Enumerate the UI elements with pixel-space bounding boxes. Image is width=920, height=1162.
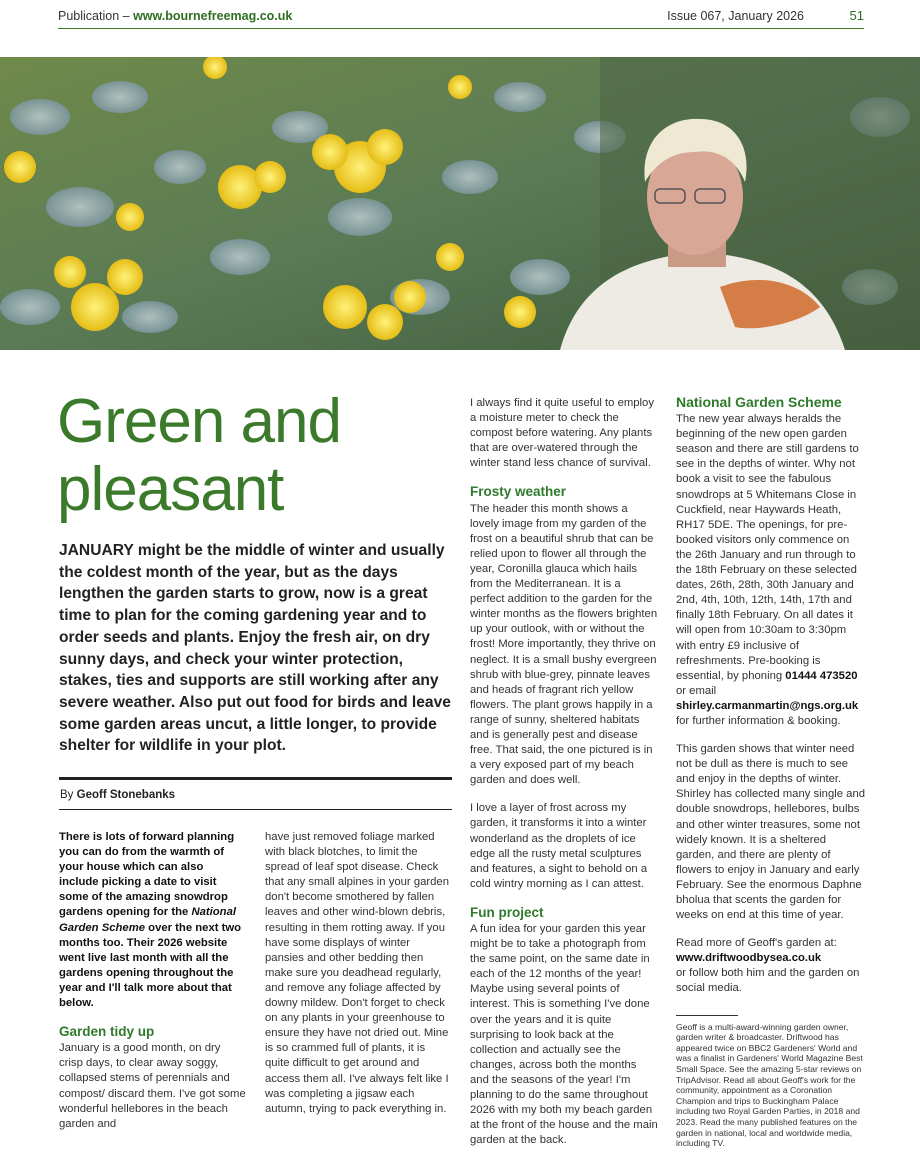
phone-number[interactable]: 01444 473520 <box>785 669 858 682</box>
divider <box>676 1015 738 1016</box>
paragraph: have just removed foliage marked with black blotches, to limit the spread of leaf spot disease. Check that any small alpines in your garden don't become smothered by fallen leaves and other wind-blown debris, resulting in them rotting away. If you have some displays of winter pansies and other bedding then make sure you deadhead regularly, and remove any foliage affected by downy mildew. Don't forget to check on any plants in your greenhouse to ensure they have not dried out. Mine is so crammed full of plants, it is quite difficult to get around and access them all. I've always felt like I was completing a jigsaw each autumn, trying to pack everything in. <box>265 831 449 1115</box>
column-2 <box>265 830 452 1130</box>
standfirst: JANUARY might be the middle of winter and usually the coldest month of the year, but as the days lengthen the garden starts to grow, now is a great time to plan for the coming gardening year and to order seeds and plants. Enjoy the fresh air, on dry sunny days, and check your winter protection, stakes, ties and supports are still working after any severe weather. Also put out food for birds and leave some garden areas uncut, a little longer, to provide shelter for wildlife in your plot. <box>59 542 451 755</box>
website-link[interactable]: www.bournefreemag.co.uk <box>133 9 293 23</box>
header-photo <box>0 57 920 350</box>
paragraph: January is a good month, on dry crisp days, to clear away soggy, collapsed stems of perennials and compost/ discard them. I've got some wonderful hellebores in the beach garden and <box>59 1042 246 1130</box>
paragraph: I love a layer of frost across my garden, it transforms it into a winter wonderland as the droplets of ice edge all the rusty metal sculptures and features, a sight to behold on a cold wintry morning as I can attest. <box>470 802 648 890</box>
column-3 <box>470 396 658 1161</box>
publication-label: Publication – www.bournefreemag.co.uk <box>58 9 293 23</box>
page-number: 51 <box>849 8 864 23</box>
email-link[interactable]: shirley.carmanmartin@ngs.org.uk <box>676 699 859 712</box>
subheading-garden-tidy-up: Garden tidy up <box>59 1024 155 1040</box>
subheading-national-garden-scheme: National Garden Scheme <box>676 394 842 410</box>
subheading-frosty-weather: Frosty weather <box>470 484 567 500</box>
column-4 <box>676 393 866 1162</box>
author-bio: Geoff is a multi-award-winning garden owner, garden writer & broadcaster. Driftwood has appeared twice on BBC2 Gardeners' World and was a finalist in Gardeners' World Magazine Best Small Space. See the amazing 5-star reviews on TripAdvisor. Read all about Geoff's work for the community, appointment as a Coronation Champion and trips to Buckingham Palace including two Royal Garden Parties, in 2018 and 2023. Read the many published features on the garden in national, local and worldwide media, including TV. <box>676 1021 863 1149</box>
paragraph: The new year always heralds the beginning of the new open garden season and there are still gardens to see in the depths of winter. Why not book a visit to see the fabulous snowdrops at 5 Whitemans Close in Cuckfield, near Haywards Heath, RH17 5DE. The openings, for pre-booked visitors only commence on the 26th January and run through to the 18th February on these selected dates, 26th, 28th, 30th January and 2nd, 4th, 10th, 12th, 14th, 17th and finally 18th February. On all dates it will open from 10:30am to 3:30pm with entry £9 inclusive of refreshments. Pre-booking is essential, by phoning 01444 473520 or email shirley.carmanmartin@ngs.org.uk for further information & booking. <box>676 413 859 727</box>
paragraph: Read more of Geoff's garden at: www.driftwoodbysea.co.uk or follow both him and the garden on social media. <box>676 937 860 995</box>
author-portrait <box>560 57 920 350</box>
article-title: Green and pleasant <box>57 387 341 524</box>
paragraph: A fun idea for your garden this year might be to take a photograph from the same point, on the same date in each of the 12 months of the year! Maybe using several points of interest. This is something I've done over the years and it is quite surprising to look back at the collection and actually see the changes, across both the months and the seasons of the year! I'm planning to do the same throughout 2026 with my both my beach garden at the front of the house and the main garden at the back. <box>470 923 658 1147</box>
paragraph: This garden shows that winter need not be dull as there is much to see and enjoy in the depths of winter. Shirley has collected many single and double snowdrops, hellebores, bulbs and other winter treasures, some not widely known. It is a sheltered garden, and there are plenty of flowers to enjoy in January and early February. See the enormous Daphne bholua that scents the garden for weeks on end at this time of year. <box>676 743 866 922</box>
paragraph: I always find it quite useful to employ a moisture meter to check the compost before watering. Any plants that are over-watered through the winter stand less chance of survival. <box>470 397 654 470</box>
byline: By Geoff Stonebanks <box>60 789 176 801</box>
paragraph: The header this month shows a lovely image from my garden of the frost on a beautiful shrub that can be relied upon to flower all through the year, Coronilla glauca which hails from the Mediterranean. It is a perfect addition to the garden for the winter months as the flowers brighten up your outlook, with or without the frost! More importantly, they thrive on neglect. It is a small bushy evergreen shrub with blue-grey, pinnate leaves and heads of fragrant rich yellow flowers. The plant grows happily in a range of sunny, sheltered habitats and is generally pest and disease free. That said, the one pictured is in a very exposed part of my beach garden and does well. <box>470 502 658 787</box>
divider <box>59 777 452 780</box>
intro-paragraph: There is lots of forward planning you can do from the warmth of your house which can also include picking a date to visit some of the amazing snowdrop gardens opening for the National Garden Scheme over the next two months too. Their 2026 website went live last month with all the gardens opening throughout the year and I'll talk more about that below. <box>59 831 242 1010</box>
divider <box>59 809 452 810</box>
column-1 <box>59 830 246 1145</box>
author-name: Geoff Stonebanks <box>76 789 176 801</box>
subheading-fun-project: Fun project <box>470 904 544 920</box>
issue-label: Issue 067, January 2026 <box>667 9 804 23</box>
website-link[interactable]: www.driftwoodbysea.co.uk <box>676 952 822 965</box>
page-header <box>58 6 864 29</box>
